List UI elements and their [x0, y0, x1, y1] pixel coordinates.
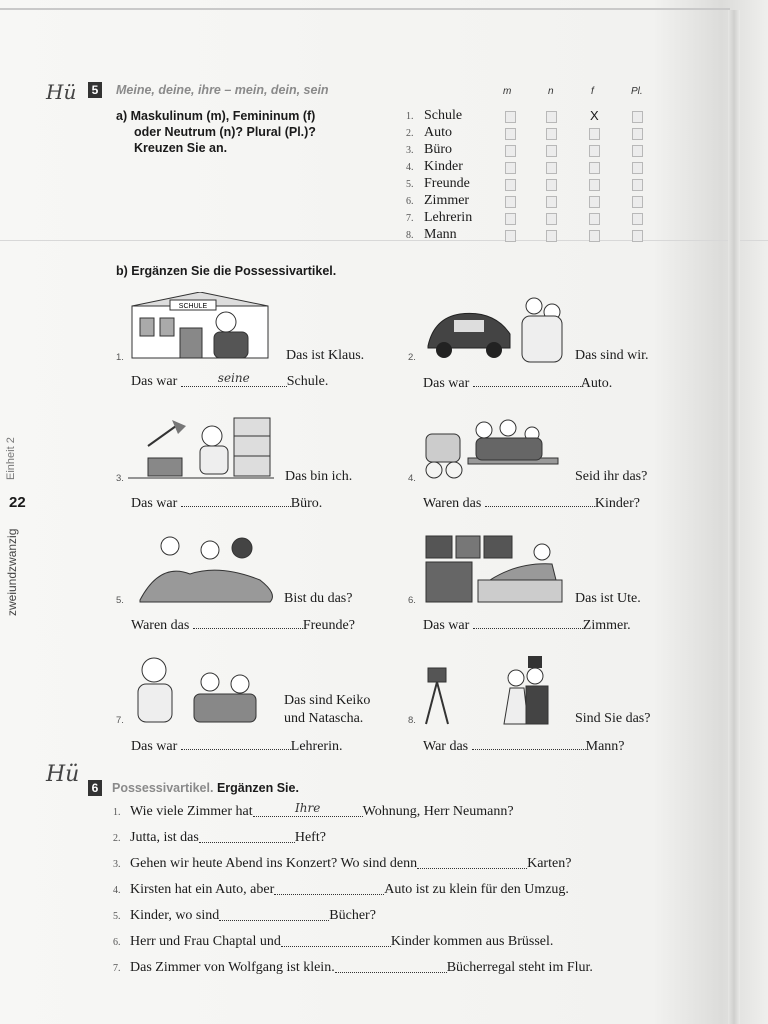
blank-b1[interactable]: seine	[181, 374, 287, 387]
fill-line-b1[interactable]: Das war seine Schule.	[131, 371, 329, 389]
word-label: Schule	[424, 108, 463, 123]
word-number: 1.	[406, 111, 414, 122]
answer-blank[interactable]	[219, 908, 329, 921]
illustration-family	[424, 414, 564, 482]
word-row	[406, 226, 457, 243]
blank-b6[interactable]	[473, 616, 583, 629]
exercise-5-badge: 5	[88, 82, 102, 98]
item-text-before: Gehen wir heute Abend ins Konzert? Wo sind denn	[130, 856, 418, 871]
word-number: 5.	[406, 179, 414, 190]
col-header-n: n	[548, 86, 554, 97]
part-b-instructions: b) Ergänzen Sie die Possessivartikel.	[116, 264, 337, 278]
item-b1-caption: Das ist Klaus.	[286, 348, 365, 363]
checkbox[interactable]	[632, 128, 643, 140]
checkbox[interactable]	[632, 230, 643, 242]
item-text-before: Kinder, wo sind	[130, 908, 220, 923]
answer-blank[interactable]	[335, 960, 447, 973]
item-number: 1.	[113, 807, 121, 818]
checkbox[interactable]	[589, 128, 600, 140]
item-text-after: Bücher?	[329, 908, 376, 923]
answer-blank[interactable]	[281, 934, 391, 947]
checkbox-checked[interactable]: X	[590, 108, 599, 123]
word-number: 6.	[406, 196, 414, 207]
word-label: Freunde	[424, 176, 470, 191]
exercise-6-item[interactable]	[113, 934, 553, 950]
checkbox[interactable]	[505, 162, 516, 174]
checkbox[interactable]	[505, 230, 516, 242]
fill-line-b8[interactable]: War das Mann?	[423, 739, 625, 754]
checkbox[interactable]	[546, 230, 557, 242]
item-b7-number: 7.	[116, 715, 124, 726]
word-number: 8.	[406, 230, 414, 241]
illustration-room	[424, 534, 566, 604]
checkbox[interactable]	[546, 111, 557, 123]
checkbox[interactable]	[505, 196, 516, 208]
item-b4-caption: Seid ihr das?	[575, 469, 648, 484]
fill-line-b5[interactable]: Waren das Freunde?	[131, 618, 355, 633]
item-b3-number: 3.	[116, 473, 124, 484]
illustration-school	[130, 292, 280, 362]
checkbox[interactable]	[505, 179, 516, 191]
item-text-before: Das Zimmer von Wolfgang ist klein.	[130, 960, 335, 975]
word-row	[406, 158, 463, 175]
blank-b8[interactable]	[472, 737, 586, 750]
word-row	[406, 107, 462, 124]
col-header-f: f	[591, 86, 594, 97]
checkbox[interactable]	[632, 111, 643, 123]
exercise-6-item[interactable]	[113, 882, 569, 898]
item-b2-caption: Das sind wir.	[575, 348, 649, 363]
checkbox[interactable]	[546, 196, 557, 208]
scan-right-edge	[728, 10, 740, 1024]
word-number: 7.	[406, 213, 414, 224]
item-b1-number: 1.	[116, 352, 124, 363]
item-text-after: Auto ist zu klein für den Umzug.	[384, 882, 569, 897]
word-row	[406, 141, 452, 158]
illustration-office	[128, 416, 274, 480]
page-number-word: zweiundzwanzig	[5, 528, 19, 616]
scan-top-edge	[0, 8, 730, 10]
checkbox[interactable]	[589, 230, 600, 242]
item-text-after: Karten?	[527, 856, 572, 871]
item-number: 4.	[113, 885, 121, 896]
item-b8-number: 8.	[408, 715, 416, 726]
illustration-teacher	[132, 654, 278, 724]
blank-b2[interactable]	[473, 374, 581, 387]
item-b6-number: 6.	[408, 595, 416, 606]
checkbox[interactable]	[505, 145, 516, 157]
answer-blank[interactable]	[274, 882, 384, 895]
sidebar-unit: Einheit 2	[5, 437, 17, 480]
item-b7-caption: Das sind Keiko	[284, 693, 371, 708]
checkbox[interactable]	[546, 179, 557, 191]
item-text-after: Bücherregal steht im Flur.	[446, 960, 593, 975]
item-text-after: Kinder kommen aus Brüssel.	[390, 934, 554, 949]
word-number: 4.	[406, 162, 414, 173]
item-number: 7.	[113, 963, 121, 974]
checkbox[interactable]	[589, 145, 600, 157]
word-row	[406, 209, 472, 226]
page-number: 22	[9, 494, 26, 511]
checkbox[interactable]	[505, 128, 516, 140]
answer-blank[interactable]	[253, 801, 363, 817]
fill-line-b7[interactable]: Das war Lehrerin.	[131, 739, 343, 754]
item-b4-number: 4.	[408, 473, 416, 484]
checkbox[interactable]	[505, 111, 516, 123]
checkbox[interactable]	[546, 162, 557, 174]
item-text-before: Kirsten hat ein Auto, aber	[130, 882, 275, 897]
word-number: 2.	[406, 128, 414, 139]
item-number: 3.	[113, 859, 121, 870]
item-b2-number: 2.	[408, 352, 416, 363]
item-b7-caption-2: und Natascha.	[284, 711, 364, 726]
item-number: 5.	[113, 911, 121, 922]
exercise-6-item[interactable]	[113, 960, 593, 976]
blank-b7[interactable]	[181, 737, 291, 750]
exercise-6-item[interactable]	[113, 908, 376, 924]
scan-fold-line	[0, 240, 768, 241]
word-label: Lehrerin	[424, 210, 473, 225]
item-b5-number: 5.	[116, 595, 124, 606]
checkbox[interactable]	[589, 213, 600, 225]
exercise-5-title: Meine, deine, ihre – mein, dein, sein	[116, 83, 329, 97]
margin-note-6: Hü	[46, 762, 80, 787]
checkbox[interactable]	[632, 145, 643, 157]
checkbox[interactable]	[589, 179, 600, 191]
exercise-6-title: Possessivartikel. Ergänzen Sie.	[112, 781, 299, 795]
word-label: Zimmer	[424, 193, 470, 208]
item-text-after: Wohnung, Herr Neumann?	[362, 804, 514, 819]
answer-blank[interactable]	[417, 856, 527, 869]
illustration-friends	[130, 534, 280, 604]
fill-line-b4[interactable]: Waren das Kinder?	[423, 496, 640, 511]
item-number: 2.	[113, 833, 121, 844]
word-label: Büro	[424, 142, 452, 157]
word-number: 3.	[406, 145, 414, 156]
blank-b3[interactable]	[181, 494, 291, 507]
answer-blank[interactable]	[199, 830, 295, 843]
fill-line-b2[interactable]: Das war Auto.	[423, 376, 613, 391]
item-text-before: Herr und Frau Chaptal und	[130, 934, 281, 949]
checkbox[interactable]	[589, 162, 600, 174]
checkbox[interactable]	[632, 179, 643, 191]
exercise-6-item[interactable]	[113, 801, 514, 820]
blank-b5[interactable]	[193, 616, 303, 629]
item-b6-caption: Das ist Ute.	[575, 591, 641, 606]
col-header-m: m	[503, 86, 512, 97]
handwritten-answer: Ihre	[295, 801, 321, 815]
checkbox[interactable]	[546, 145, 557, 157]
blank-b4[interactable]	[485, 494, 595, 507]
item-b5-caption: Bist du das?	[284, 591, 353, 606]
item-b3-caption: Das bin ich.	[285, 469, 353, 484]
checkbox[interactable]	[632, 196, 643, 208]
fill-line-b6[interactable]: Das war Zimmer.	[423, 618, 631, 633]
word-label: Auto	[424, 125, 452, 140]
illustration-car-couple	[424, 292, 570, 364]
item-text-before: Jutta, ist das	[130, 830, 199, 845]
exercise-6-badge: 6	[88, 780, 102, 796]
checkbox[interactable]	[589, 196, 600, 208]
illustration-wedding	[424, 654, 558, 726]
part-a-instructions: a) Maskulinum (m), Femininum (f) oder Neutrum (n)? Plural (Pl.)? Kreuzen Sie an.	[116, 109, 316, 155]
checkbox[interactable]	[546, 128, 557, 140]
item-text-after: Heft?	[294, 830, 326, 845]
checkbox[interactable]	[546, 213, 557, 225]
margin-note-5: Hü	[46, 80, 77, 104]
item-text-before: Wie viele Zimmer hat	[130, 804, 253, 819]
exercise-6-item[interactable]	[113, 830, 326, 846]
fill-line-b3[interactable]: Das war Büro.	[131, 496, 323, 511]
checkbox[interactable]	[632, 213, 643, 225]
word-label: Mann	[424, 227, 457, 242]
word-row	[406, 175, 470, 192]
exercise-6-item[interactable]	[113, 856, 571, 872]
checkbox[interactable]	[632, 162, 643, 174]
item-number: 6.	[113, 937, 121, 948]
word-row	[406, 124, 452, 141]
word-label: Kinder	[424, 159, 463, 174]
item-b8-caption: Sind Sie das?	[575, 711, 651, 726]
school-sign-text: SCHULE	[178, 303, 208, 310]
word-row	[406, 192, 469, 209]
checkbox[interactable]	[505, 213, 516, 225]
col-header-pl: Pl.	[631, 86, 643, 97]
